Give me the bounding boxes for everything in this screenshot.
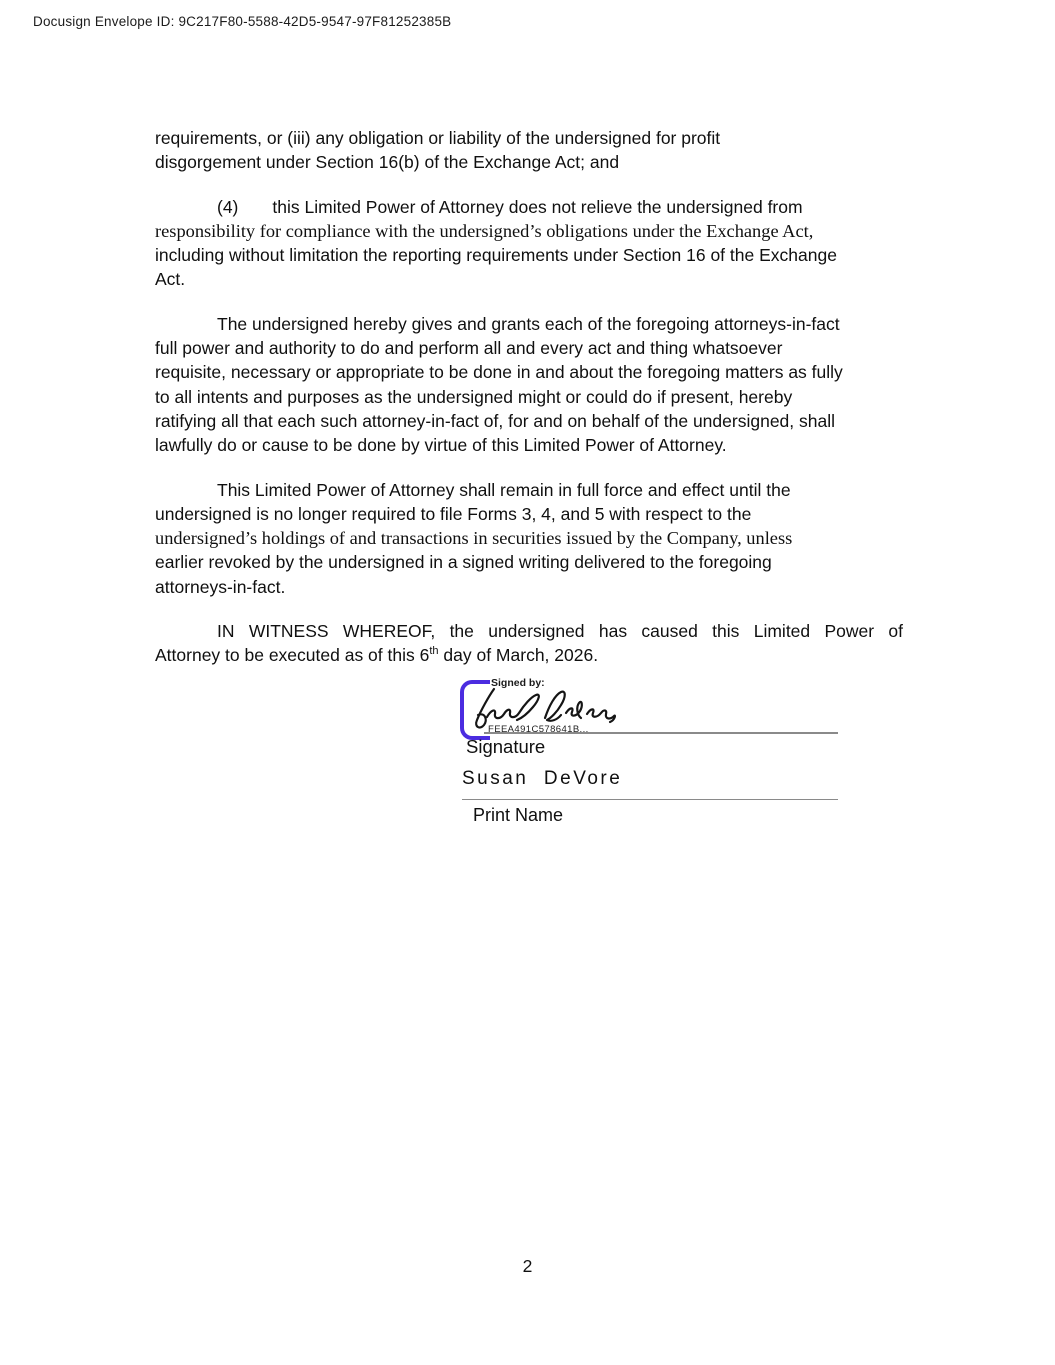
text-line: [155, 643, 903, 667]
text-line: earlier revoked by the undersigned in a signed writing delivered to the foregoing: [155, 552, 772, 573]
ordinal-superscript: th: [429, 645, 439, 658]
text-line: including without limitation the reporting requirements under Section 16 of the Exchange: [155, 245, 837, 266]
printed-name: Susan DeVore: [462, 768, 623, 789]
text-line: (4) this Limited Power of Attorney does not relieve the undersigned from: [217, 196, 803, 217]
text-line: to all intents and purposes as the undersigned might or could do if present, hereby: [155, 386, 793, 407]
text-line: responsibility for compliance with the undersigned’s obligations under the Exchange Act,: [155, 220, 814, 241]
signature-block: [460, 678, 838, 838]
text-line: Act.: [155, 269, 186, 290]
signature-id: FEEA491C578641B...: [488, 724, 589, 735]
paragraph-duration: [155, 478, 903, 599]
paragraph-requirements: [155, 126, 903, 175]
paragraph-grant-of-power: [155, 312, 903, 458]
text-line: lawfully do or cause to be done by virtue of this Limited Power of Attorney.: [155, 435, 727, 456]
text-line: undersigned’s holdings of and transactions in securities issued by the Company, unless: [155, 528, 793, 549]
text-line: ratifying all that each such attorney-in-fact of, for and on behalf of the undersigned, shall: [155, 410, 835, 431]
text-line: This Limited Power of Attorney shall remain in full force and effect until the: [217, 479, 791, 500]
page-number: 2: [522, 1256, 533, 1276]
text-line: requisite, necessary or appropriate to be done in and about the foregoing matters as fully: [155, 362, 843, 383]
print-name-line: [462, 799, 838, 800]
text-line: requirements, or (iii) any obligation or liability of the undersigned for profit: [155, 128, 721, 148]
text-line: undersigned is no longer required to file Forms 3, 4, and 5 with respect to the: [155, 503, 752, 524]
text-segment: day of March, 2026.: [438, 645, 599, 666]
text-line: disgorgement under Section 16(b) of the Exchange Act; and: [155, 152, 620, 173]
paragraph-clause-4: [155, 195, 903, 292]
text-segment: Attorney to be executed as of this 6: [155, 645, 430, 666]
text-line: attorneys-in-fact.: [155, 576, 286, 597]
text-line: The undersigned hereby gives and grants each of the foregoing attorneys-in-fact: [217, 313, 840, 334]
docusign-envelope-id: Docusign Envelope ID: 9C217F80-5588-42D5-9547-97F81252385B: [33, 14, 452, 29]
text-line: IN WITNESS WHEREOF, the undersigned has caused this Limited Power of: [217, 621, 903, 642]
signature-label: Signature: [466, 736, 546, 757]
text-line: full power and authority to do and perform all and every act and thing whatsoever: [155, 338, 783, 359]
document-body: [155, 126, 903, 688]
print-name-label: Print Name: [473, 805, 564, 825]
paragraph-witness: [155, 619, 903, 668]
signed-by-label: Signed by:: [491, 677, 545, 689]
